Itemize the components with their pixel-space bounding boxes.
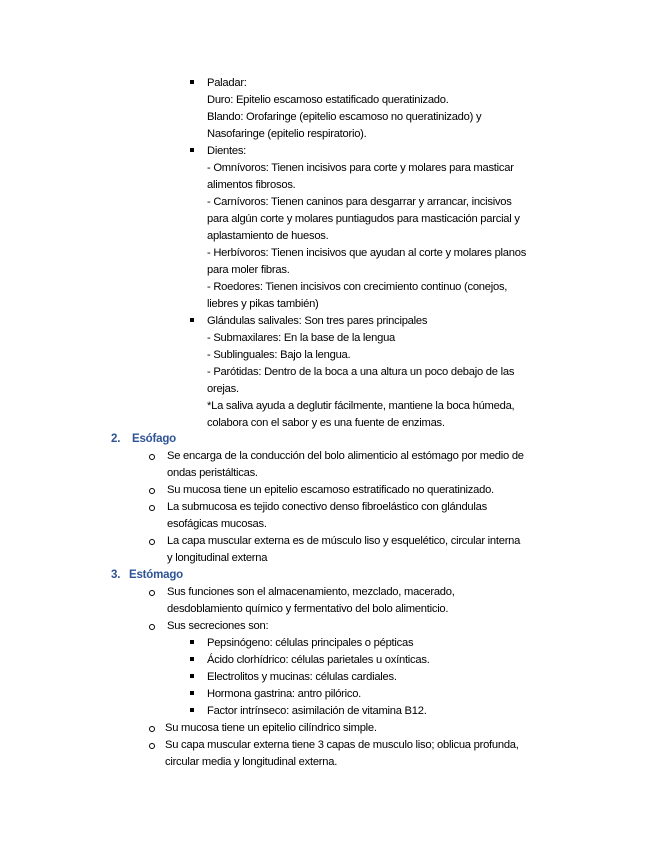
bullet-circle [149, 454, 155, 460]
estomago-number: 3. [111, 569, 121, 581]
bullet-square [190, 708, 194, 712]
paladar-title: Paladar: [207, 77, 247, 89]
bullet-circle [149, 590, 155, 596]
estomago-muscular: circular media y longitudinal externa. [165, 756, 338, 768]
dientes-line: liebres y pikas también) [207, 298, 319, 310]
secrecion-item: Factor intrínseco: asimilación de vitamina B12. [207, 705, 427, 717]
dientes-line: - Omnívoros: Tienen incisivos para corte y molares para masticar [207, 162, 514, 174]
esofago-item: Se encarga de la conducción del bolo alimenticio al estómago por medio de [167, 450, 524, 462]
dientes-line: - Carnívoros: Tienen caninos para desgarrar y arrancar, incisivos [207, 196, 512, 208]
estomago-muscular: Su capa muscular externa tiene 3 capas de musculo liso; oblicua profunda, [165, 739, 519, 751]
esofago-item: esofágicas mucosas. [167, 518, 267, 530]
dientes-line: aplastamiento de huesos. [207, 230, 329, 242]
esofago-item: La submucosa es tejido conectivo denso fibroelástico con glándulas [167, 501, 487, 513]
bullet-square [190, 640, 194, 644]
bullet-circle [149, 539, 155, 545]
estomago-funciones: Sus funciones son el almacenamiento, mezclado, macerado, [167, 586, 455, 598]
dientes-title: Dientes: [207, 145, 247, 157]
dientes-line: para algún corte y molares puntiagudos para masticación parcial y [207, 213, 520, 225]
secrecion-item: Ácido clorhídrico: células parietales u oxínticas. [207, 654, 430, 666]
paladar-line: Blando: Orofaringe (epitelio escamoso no queratinizado) y [207, 111, 482, 123]
esofago-heading: Esófago [132, 433, 176, 445]
bullet-square [190, 148, 194, 152]
bullet-circle [149, 743, 155, 749]
estomago-heading: Estómago [129, 569, 183, 581]
glandulas-title: Glándulas salivales: Son tres pares principales [207, 315, 428, 327]
bullet-circle [149, 505, 155, 511]
esofago-item: Su mucosa tiene un epitelio escamoso estratificado no queratinizado. [167, 484, 494, 496]
bullet-square [190, 691, 194, 695]
bullet-square [190, 80, 194, 84]
esofago-item: La capa muscular externa es de músculo liso y esquelético, circular interna [167, 535, 521, 547]
estomago-funciones: desdoblamiento químico y fermentativo del bolo alimenticio. [167, 603, 449, 615]
dientes-line: - Herbívoros: Tienen incisivos que ayudan al corte y molares planos [207, 247, 527, 259]
bullet-circle [149, 624, 155, 630]
glandulas-line: - Submaxilares: En la base de la lengua [207, 332, 396, 344]
bullet-circle [149, 726, 155, 732]
secreciones-title: Sus secreciones son: [167, 620, 269, 632]
esofago-number: 2. [111, 433, 121, 445]
glandulas-line: *La saliva ayuda a deglutir fácilmente, mantiene la boca húmeda, [207, 400, 515, 412]
secrecion-item: Hormona gastrina: antro pilórico. [207, 688, 362, 700]
secrecion-item: Pepsinógeno: células principales o pépticas [207, 637, 414, 649]
bullet-square [190, 657, 194, 661]
esofago-item: ondas peristálticas. [167, 467, 258, 479]
esofago-item: y longitudinal externa [167, 552, 268, 564]
dientes-line: - Roedores: Tienen incisivos con crecimiento continuo (conejos, [207, 281, 508, 293]
secrecion-item: Electrolitos y mucinas: células cardiales. [207, 671, 397, 683]
glandulas-line: - Sublinguales: Bajo la lengua. [207, 349, 351, 361]
dientes-line: para moler fibras. [207, 264, 290, 276]
dientes-line: alimentos fibrosos. [207, 179, 296, 191]
estomago-mucosa: Su mucosa tiene un epitelio cilíndrico simple. [165, 722, 377, 734]
bullet-square [190, 674, 194, 678]
glandulas-line: orejas. [207, 383, 239, 395]
glandulas-line: colabora con el sabor y es una fuente de enzimas. [207, 417, 445, 429]
bullet-square [190, 318, 194, 322]
glandulas-line: - Parótidas: Dentro de la boca a una altura un poco debajo de las [207, 366, 515, 378]
bullet-circle [149, 488, 155, 494]
paladar-line: Nasofaringe (epitelio respiratorio). [207, 128, 367, 140]
paladar-line: Duro: Epitelio escamoso estatificado queratinizado. [207, 94, 449, 106]
